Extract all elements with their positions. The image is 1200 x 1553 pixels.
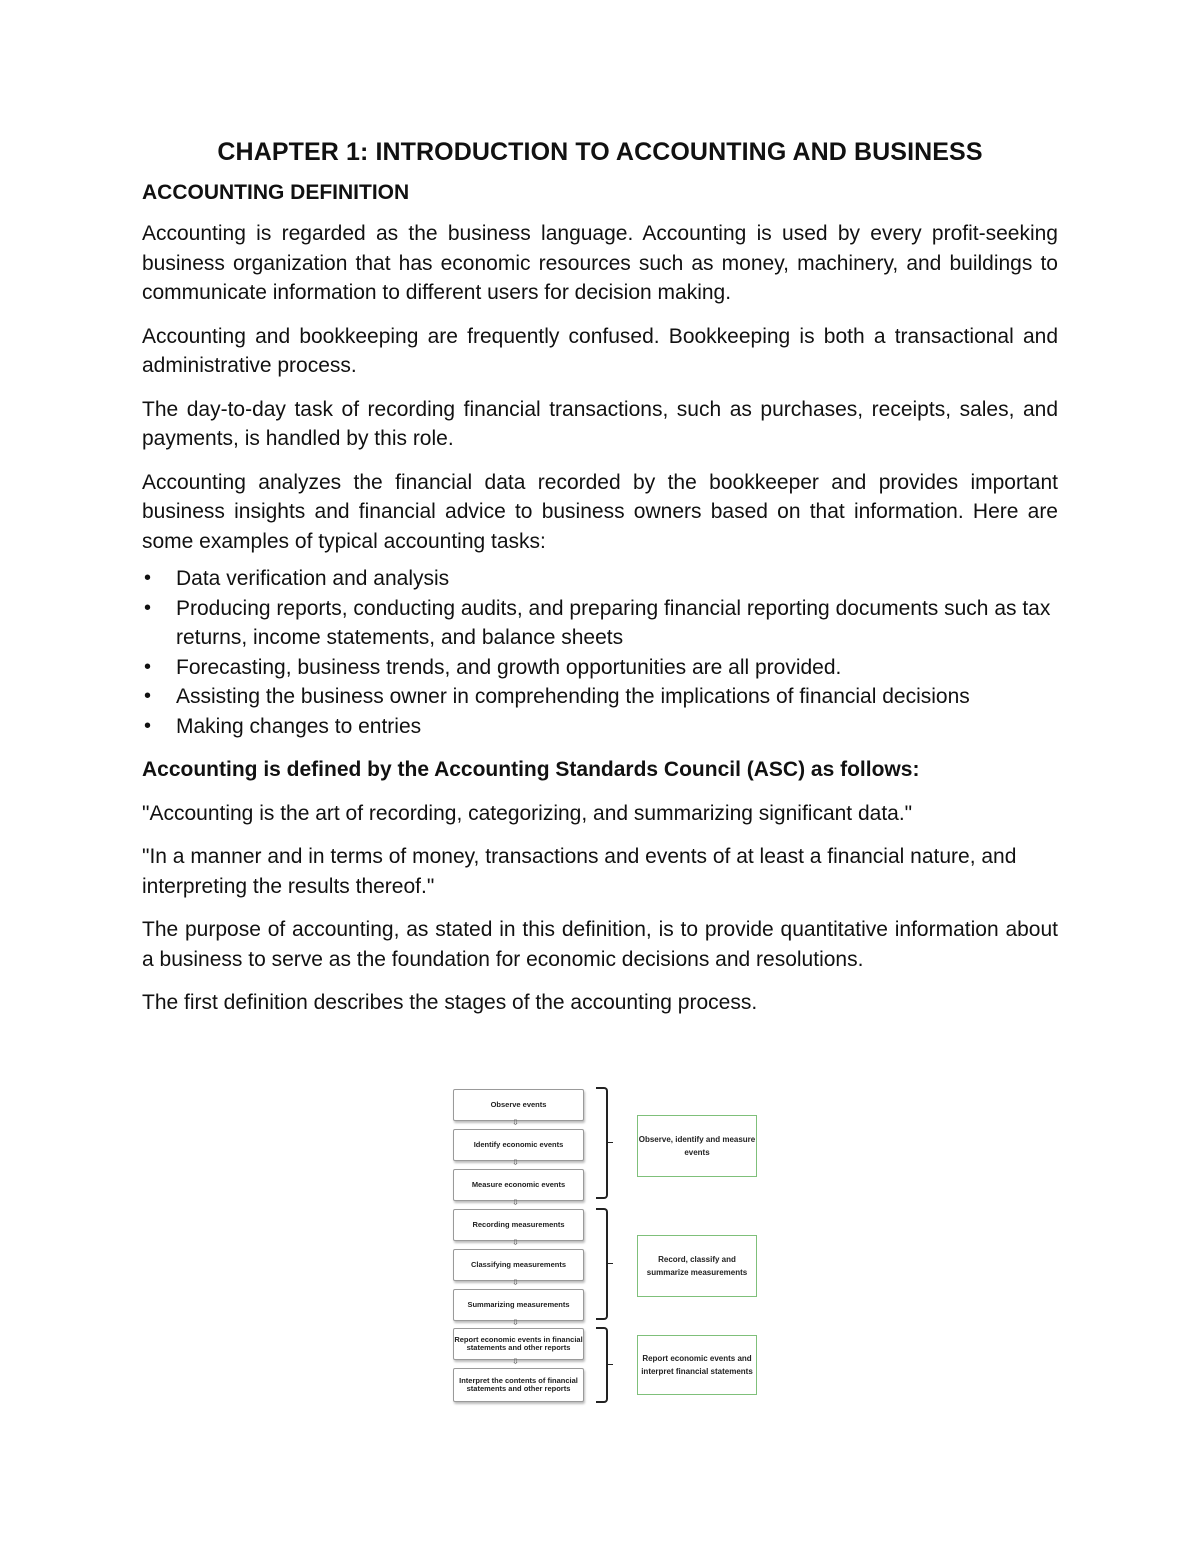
down-arrow-icon: ⇩ bbox=[512, 1198, 519, 1207]
step-classifying: Classifying measurements bbox=[453, 1249, 584, 1281]
quote-art-of-recording: "Accounting is the art of recording, categorizing, and summarizing significant data." bbox=[142, 801, 913, 825]
paragraph-day-to-day: The day-to-day task of recording financial transactions, such as purchases, receipts, sales, and payments, is handled by this role. bbox=[142, 397, 1058, 450]
down-arrow-icon: ⇩ bbox=[512, 1318, 519, 1327]
step-identify-events: Identify economic events bbox=[453, 1129, 584, 1161]
paragraph-bookkeeping: Accounting and bookkeeping are frequently confused. Bookkeeping is both a transactional and administrative process. bbox=[142, 324, 1058, 377]
document-page bbox=[142, 138, 1058, 1018]
step-observe-events: Observe events bbox=[453, 1089, 584, 1121]
list-item: • Forecasting, business trends, and growth opportunities are all provided. bbox=[142, 653, 1058, 683]
accounting-tasks-list bbox=[142, 564, 1058, 741]
step-report: Report economic events in financial statements and other reports bbox=[453, 1328, 584, 1360]
paragraph-business-language: Accounting is regarded as the business language. Accounting is used by every profit-seeking business organization that has economic resources such as money, machinery, and buildings to communicate information to different users for decision making. bbox=[142, 222, 1058, 304]
group-brace bbox=[596, 1208, 608, 1320]
step-recording: Recording measurements bbox=[453, 1209, 584, 1241]
accounting-process-diagram bbox=[450, 1085, 760, 1405]
list-item: • Data verification and analysis bbox=[142, 564, 1058, 594]
list-item: • Making changes to entries bbox=[142, 712, 1058, 742]
step-measure-events: Measure economic events bbox=[453, 1169, 584, 1201]
quote-in-a-manner: "In a manner and in terms of money, transactions and events of at least a financial nature, and interpreting the results thereof." bbox=[142, 845, 1017, 898]
group-observe-identify-measure: Observe, identify and measure events bbox=[637, 1115, 757, 1177]
down-arrow-icon: ⇩ bbox=[512, 1357, 519, 1366]
list-item: • Assisting the business owner in comprehending the implications of financial decisions bbox=[142, 682, 1058, 712]
brace-tick bbox=[607, 1142, 613, 1143]
paragraph-accounting-analyzes: Accounting analyzes the financial data recorded by the bookkeeper and provides important business insights and financial advice to business owners based on that information. Here are some examples of typical accounting tasks: bbox=[142, 470, 1058, 553]
list-item: • Producing reports, conducting audits, and preparing financial reporting documents such as tax returns, income statements, and balance sheets bbox=[142, 594, 1058, 653]
paragraph-stages-intro: The first definition describes the stages of the accounting process. bbox=[142, 991, 758, 1014]
brace-tick bbox=[607, 1263, 613, 1264]
asc-heading: Accounting is defined by the Accounting Standards Council (ASC) as follows: bbox=[142, 758, 920, 781]
down-arrow-icon: ⇩ bbox=[512, 1238, 519, 1247]
chapter-title: CHAPTER 1: INTRODUCTION TO ACCOUNTING AND BUSINESS bbox=[217, 138, 983, 166]
down-arrow-icon: ⇩ bbox=[512, 1158, 519, 1167]
down-arrow-icon: ⇩ bbox=[512, 1118, 519, 1127]
down-arrow-icon: ⇩ bbox=[512, 1278, 519, 1287]
step-summarizing: Summarizing measurements bbox=[453, 1289, 584, 1321]
group-brace bbox=[596, 1327, 608, 1403]
group-report-interpret: Report economic events and interpret financial statements bbox=[637, 1335, 757, 1395]
group-brace bbox=[596, 1087, 608, 1199]
paragraph-purpose: The purpose of accounting, as stated in this definition, is to provide quantitative information about a business to serve as the foundation for economic decisions and resolutions. bbox=[142, 918, 1058, 971]
section-heading: ACCOUNTING DEFINITION bbox=[142, 181, 410, 204]
step-interpret: Interpret the contents of financial statements and other reports bbox=[453, 1368, 584, 1402]
group-record-classify-summarize: Record, classify and summarize measurements bbox=[637, 1235, 757, 1297]
brace-tick bbox=[607, 1364, 613, 1365]
